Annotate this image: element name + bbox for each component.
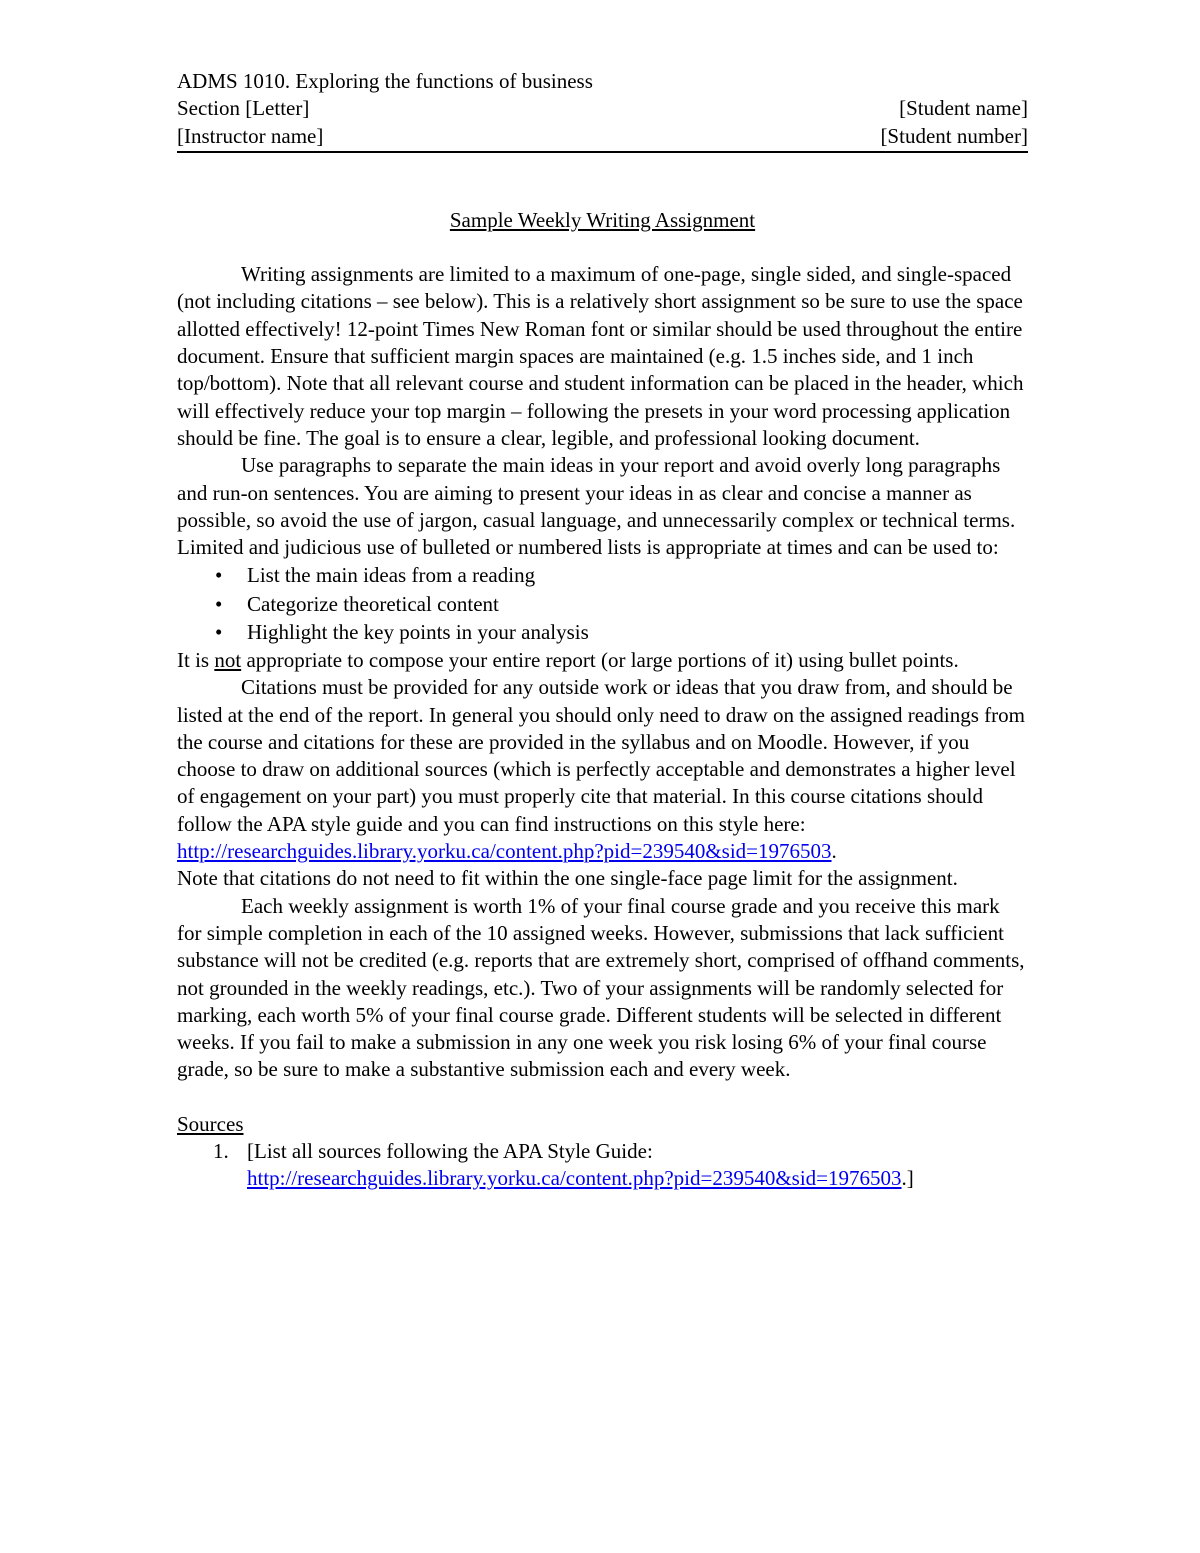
sources-list xyxy=(177,1138,1028,1193)
student-number: [Student number] xyxy=(880,123,1028,148)
bullet-note-end: appropriate to compose your entire report (or large portions of it) using bullet points. xyxy=(241,647,959,672)
header-line-section xyxy=(177,95,1028,122)
bullet-icon: • xyxy=(215,620,223,645)
document-title: Sample Weekly Writing Assignment xyxy=(449,207,756,232)
citations-text: Citations must be provided for any outside work or ideas that you draw from, and should be listed at the end of the report. In general you should only need to draw on the assigned readings from the course and citations for these are provided in the syllabus and on Moodle. However, if you choose to draw on additional sources (which is perfectly acceptable and demonstrates a higher level of engagement on your part) you must properly cite that material. In this course citations should follow the APA style guide and you can find instructions on this style here: xyxy=(177,675,1025,836)
source-apa-link[interactable]: http://researchguides.library.yorku.ca/content.php?pid=239540&sid=1976503 xyxy=(247,1166,902,1191)
list-item xyxy=(177,590,1028,619)
header-line-course xyxy=(177,68,1028,95)
list-item-text: Highlight the key points in your analysis xyxy=(247,620,589,645)
bullet-note-emphasis: not xyxy=(214,647,242,672)
list-item xyxy=(177,618,1028,647)
document-page xyxy=(177,68,1028,1193)
list-item-text: List the main ideas from a reading xyxy=(247,563,536,588)
bullet-icon: • xyxy=(215,563,223,588)
paragraph-grading: Each weekly assignment is worth 1% of your final course grade and you receive this mark for simple completion in each of the 10 assigned weeks. However, submissions that lack sufficient substance will not be credited (e.g. reports that are extremely short, comprised of offhand comments, not grounded in the weekly readings, etc.). Two of your assignments will be randomly selected for marking, each worth 5% of your final course grade. Different students will be selected in different weeks. If you fail to make a submission in any one week you risk losing 6% of your final course grade, so be sure to make a substantive submission each and every week. xyxy=(177,893,1025,1082)
list-item-text: Categorize theoretical content xyxy=(247,591,499,616)
source-end: .] xyxy=(901,1166,914,1191)
list-item xyxy=(177,561,1028,590)
paragraph-citation-note: Note that citations do not need to fit within the one single-face page limit for the assignment. xyxy=(177,866,958,891)
bullet-icon: • xyxy=(215,591,223,616)
sources-heading: Sources xyxy=(177,1111,244,1136)
course-title: ADMS 1010. Exploring the functions of business xyxy=(177,69,593,93)
section-label: Section [Letter] xyxy=(177,96,310,121)
bullet-note-start: It is xyxy=(177,647,215,672)
apa-guide-link[interactable]: http://researchguides.library.yorku.ca/content.php?pid=239540&sid=1976503 xyxy=(177,839,832,864)
document-header xyxy=(177,68,1028,153)
list-item xyxy=(177,1138,1028,1193)
citations-link-period: . xyxy=(831,839,837,864)
paragraph-formatting: Writing assignments are limited to a maximum of one-page, single sided, and single-spaced (not including citations – see below). This is a relatively short assignment so be sure to use the space allotted effectively! 12-point Times New Roman font or similar should be used throughout the entire document. Ensure that sufficient margin spaces are maintained (e.g. 1.5 inches side, and 1 inch top/bottom). Note that all relevant course and student information can be placed in the header, which will effectively reduce your top margin – following the presets in your word processing application should be fine. The goal is to ensure a clear, legible, and professional looking document. xyxy=(177,262,1024,450)
instructor-name: [Instructor name] xyxy=(177,123,324,148)
header-line-instructor xyxy=(177,123,1028,150)
paragraph-style: Use paragraphs to separate the main ideas in your report and avoid overly long paragraphs and run-on sentences. You are aiming to present your ideas in as clear and concise a manner as possible, so avoid the use of jargon, casual language, and unnecessarily complex or technical terms. Limited and judicious use of bulleted or numbered lists is appropriate at times and can be used to: xyxy=(177,453,1016,560)
paragraph-bullet-note xyxy=(177,647,1028,674)
paragraph-citations xyxy=(177,674,1028,865)
student-name: [Student name] xyxy=(899,96,1028,121)
source-number: 1. xyxy=(213,1139,229,1163)
source-text: [List all sources following the APA Style Guide: xyxy=(247,1139,653,1163)
bullet-list xyxy=(177,561,1028,647)
